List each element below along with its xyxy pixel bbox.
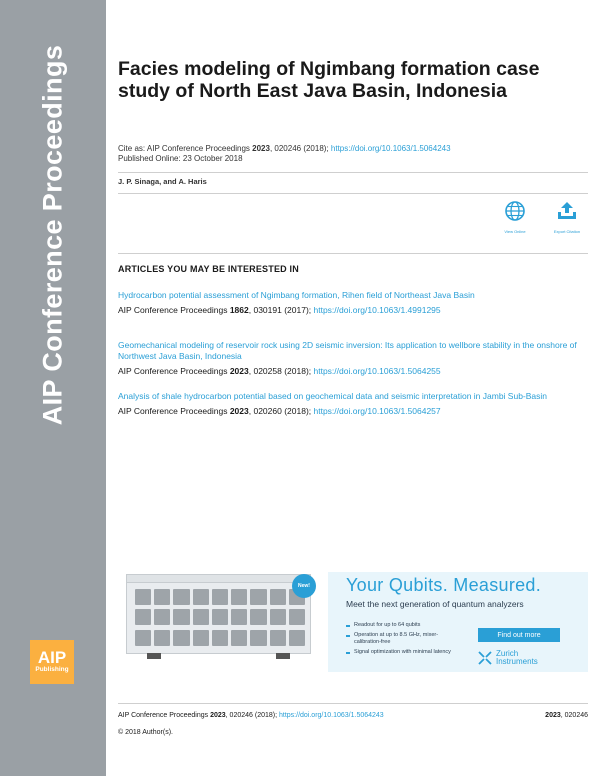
related-journal: AIP Conference Proceedings	[118, 305, 230, 315]
related-article	[118, 391, 588, 417]
related-volume: 2023	[229, 406, 249, 416]
zurich-instruments-mark-icon	[478, 651, 492, 665]
footer-doi-link[interactable]: https://doi.org/10.1063/1.5064243	[279, 712, 384, 719]
authors: J. P. Sinaga, and A. Haris	[118, 177, 207, 186]
published-date: Published Online: 23 October 2018	[118, 154, 243, 163]
cite-rest: , 020246 (2018);	[269, 144, 331, 153]
logo-main-text: AIP	[37, 648, 67, 667]
related-article-citation	[118, 304, 588, 316]
aip-publishing-logo[interactable]	[30, 640, 74, 684]
related-article	[118, 340, 588, 377]
logo-sub-text: Publishing	[35, 666, 69, 673]
cite-as	[118, 143, 451, 154]
related-article-title-link[interactable]: Analysis of shale hydrocarbon potential based on geochemical data and seismic interpretation in Jambi Sub-Basin	[118, 391, 548, 401]
export-icon	[555, 200, 579, 222]
globe-icon	[504, 200, 526, 222]
related-journal: AIP Conference Proceedings	[118, 366, 230, 376]
device-foot	[147, 653, 161, 659]
journal-name-vertical: AIP Conference Proceedings	[37, 44, 68, 426]
ad-feature-item: Readout for up to 64 qubits	[346, 622, 456, 629]
ad-feature-item: Operation at up to 8.5 GHz, mixer-calibration-free	[346, 632, 456, 646]
related-doi-link[interactable]: https://doi.org/10.1063/1.5064255	[313, 366, 441, 376]
related-volume: 2023	[229, 366, 249, 376]
related-rest: , 020258 (2018);	[248, 366, 314, 376]
related-doi-link[interactable]: https://doi.org/10.1063/1.5064257	[313, 406, 441, 416]
related-articles-heading: ARTICLES YOU MAY BE INTERESTED IN	[118, 264, 299, 274]
footer-divider	[118, 703, 588, 704]
advertisement-banner[interactable]	[118, 560, 588, 677]
divider	[118, 253, 588, 254]
article-title: Facies modeling of Ngimbang formation case study of North East Java Basin, Indonesia	[118, 58, 540, 102]
related-rest: , 030191 (2017);	[248, 305, 314, 315]
brand-name: Zurich Instruments	[496, 649, 538, 666]
sidebar	[0, 0, 106, 776]
export-citation-label: Export Citation	[553, 229, 581, 234]
copyright: © 2018 Author(s).	[118, 729, 173, 736]
ad-subheadline: Meet the next generation of quantum analyzers	[346, 599, 524, 609]
related-doi-link[interactable]: https://doi.org/10.1063/1.4991295	[313, 305, 441, 315]
export-citation-button[interactable]	[547, 200, 587, 234]
related-article-title-link[interactable]: Geomechanical modeling of reservoir rock using 2D seismic inversion: Its application to wellbore stability in the onshore of Northwest Java Basin, Indonesia	[118, 340, 577, 361]
page-volume: 2023	[545, 712, 561, 719]
device-port-grid	[135, 589, 305, 647]
page-number	[545, 712, 588, 719]
view-online-label: View Online	[504, 229, 526, 234]
cite-volume: 2023	[252, 144, 270, 153]
ad-feature-item: Signal optimization with minimal latency	[346, 649, 456, 656]
related-article	[118, 290, 588, 316]
ad-headline: Your Qubits. Measured.	[346, 575, 542, 595]
new-badge: New!	[292, 574, 316, 598]
related-article-citation	[118, 405, 588, 417]
device-top-panel	[127, 575, 310, 583]
device-foot	[276, 653, 290, 659]
footer-citation	[118, 712, 384, 719]
view-online-button[interactable]	[497, 200, 533, 234]
page-id: , 020246	[560, 712, 588, 719]
related-article-title-link[interactable]: Hydrocarbon potential assessment of Ngimbang formation, Rihen field of Northeast Java Basin	[118, 290, 475, 300]
related-volume: 1862	[229, 305, 249, 315]
quantum-analyzer-device-image	[126, 574, 311, 654]
ad-feature-list	[346, 622, 456, 659]
divider	[118, 193, 588, 194]
related-rest: , 020260 (2018);	[248, 406, 314, 416]
cite-prefix: Cite as: AIP Conference Proceedings	[118, 144, 253, 153]
footer-journal: AIP Conference Proceedings	[118, 712, 211, 719]
footer-volume: 2023	[210, 712, 226, 719]
divider	[118, 172, 588, 173]
find-out-more-button[interactable]: Find out more	[478, 628, 560, 642]
article-doi-link[interactable]: https://doi.org/10.1063/1.5064243	[330, 144, 451, 153]
zurich-instruments-logo	[478, 650, 546, 666]
related-journal: AIP Conference Proceedings	[118, 406, 230, 416]
related-article-citation	[118, 365, 588, 377]
footer-rest: , 020246 (2018);	[225, 712, 279, 719]
